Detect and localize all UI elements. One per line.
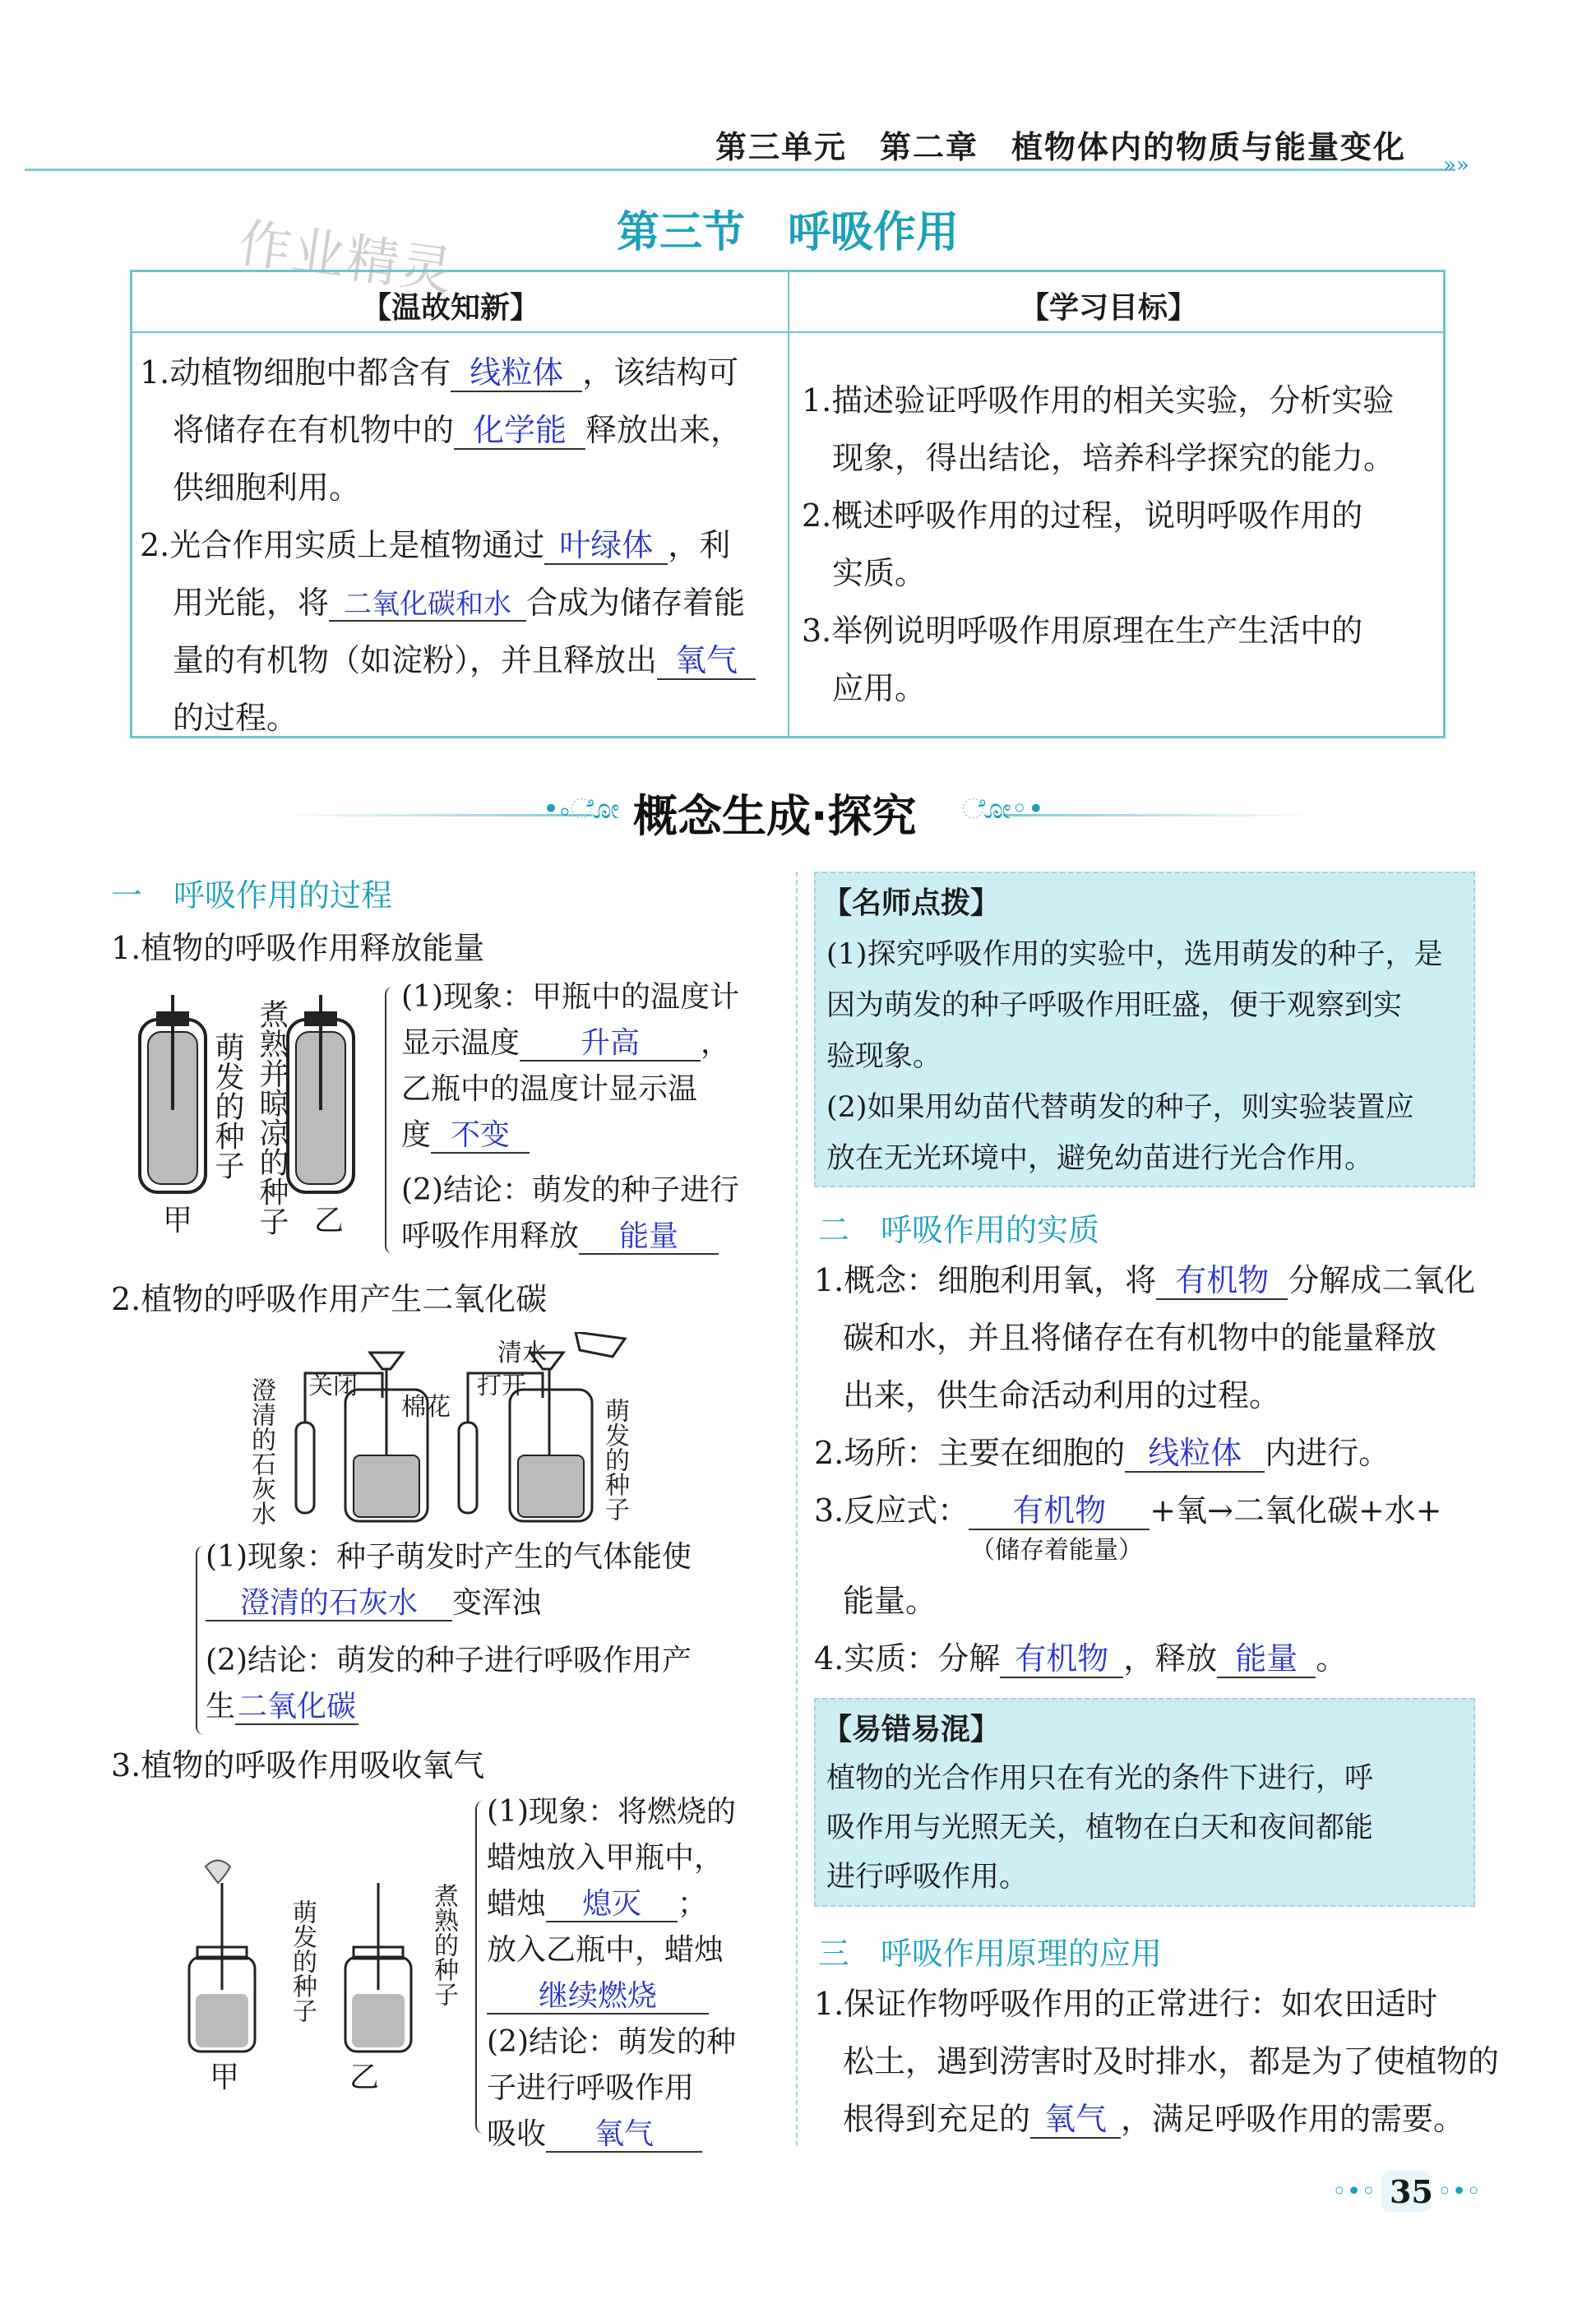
goal-2b: 实质。 [832, 555, 927, 591]
goal-3a: 3.举例说明呼吸作用原理在生产生活中的 [802, 613, 1363, 649]
intro-table-header-rule [130, 331, 1446, 333]
e2-line-3: (2)结论：萌发的种子进行呼吸作用产 [206, 1644, 692, 1677]
answer-blank[interactable]: 澄清的石灰水 [206, 1587, 452, 1621]
s2-line-2: 碳和水，并且将储存在有机物中的能量释放 [843, 1320, 1437, 1356]
answer-blank[interactable]: 不变 [431, 1119, 530, 1154]
answer-blank[interactable]: 有机物 [1000, 1642, 1123, 1678]
goal-3b: 应用。 [832, 670, 927, 706]
answer-blank[interactable]: 线粒体 [451, 356, 582, 392]
e3-label-jia: 甲 [210, 2061, 240, 2094]
warn-line-3: 进行呼吸作用。 [826, 1861, 1029, 1894]
answer-blank[interactable]: 氧气 [546, 2118, 702, 2153]
answer-blank[interactable]: 熄灭 [546, 1888, 678, 1922]
e1-line-2: 显示温度 升高 ， [401, 1026, 731, 1060]
s2-title: 二 呼吸作用的实质 [818, 1212, 1100, 1248]
answer-blank[interactable]: 有机物 [1156, 1264, 1288, 1300]
e3-line-5 [487, 1973, 709, 2019]
banner-ornament-right-icon: ೋ◦• [962, 793, 1044, 826]
s1-title: 一 呼吸作用的过程 [111, 877, 393, 914]
answer-blank[interactable]: 能量 [1217, 1642, 1316, 1678]
answer-blank[interactable]: 继续燃烧 [487, 1980, 709, 2015]
e1-label-jia: 甲 [163, 1204, 193, 1237]
answer-blank[interactable]: 升高 [520, 1027, 701, 1062]
s3-line-3: 根得到充足的 氧气 ，满足呼吸作用的需要。 [843, 2101, 1465, 2137]
review-line-1: 1.动植物细胞中都含有 线粒体 ，该结构可 [140, 354, 739, 391]
review-line-5: 用光能，将 二氧化碳和水 合成为储存着能 [173, 585, 746, 621]
header-arrows-icon: »» [1443, 153, 1469, 178]
answer-blank[interactable]: 二氧化碳 [235, 1691, 359, 1725]
e1-line-6: 呼吸作用释放 能量 [401, 1214, 719, 1260]
e1-brace [385, 987, 396, 1254]
column-divider [796, 872, 798, 2146]
page-number-ornament-icon: ◦•◦ [1332, 2177, 1376, 2206]
e2-line-2: 澄清的石灰水 变浑浊 [206, 1580, 541, 1626]
answer-blank[interactable]: 能量 [579, 1220, 719, 1255]
e2-label-open: 打开 [477, 1372, 526, 1400]
banner-title: 概念生成·探究 [633, 790, 917, 842]
e2-title: 2.植物的呼吸作用产生二氧化碳 [111, 1281, 548, 1317]
section-title: 第三节 呼吸作用 [617, 208, 960, 257]
e1-label-yi: 乙 [314, 1204, 345, 1237]
e1-label-boiled: 煮熟并晾凉的种子 [255, 999, 289, 1236]
answer-blank[interactable]: 氧气 [657, 644, 756, 680]
e3-line-3: 蜡烛 熄灭 ； [487, 1887, 708, 1921]
e1-line-5: (2)结论：萌发的种子进行 [401, 1173, 739, 1207]
e3-label-yi: 乙 [349, 2061, 380, 2094]
e3-line-8: 吸收 氧气 [487, 2112, 702, 2158]
tip-line-4: (2)如果用幼苗代替萌发的种子，则实验装置应 [826, 1091, 1414, 1124]
goal-2a: 2.概述呼吸作用的过程，说明呼吸作用的 [802, 497, 1363, 534]
e2-label-close: 关闭 [308, 1372, 358, 1400]
s2-line-5: 3.反应式： 有机物 +氧→二氧化碳+水+ [814, 1492, 1442, 1529]
warn-line-2: 吸作用与光照无关，植物在白天和夜间都能 [826, 1811, 1374, 1844]
e3-label-boiled: 煮熟的种子 [429, 1883, 458, 2006]
banner-ornament-left-icon: •◦ೋ [543, 793, 620, 826]
e1-line-1: (1)现象：甲瓶中的温度计 [401, 980, 739, 1014]
e3-line-1: (1)现象：将燃烧的 [487, 1795, 736, 1829]
e2-line-4: 生二氧化碳 [206, 1684, 359, 1730]
s2-reaction-note: （储存着能量） [970, 1536, 1143, 1565]
chapter-header: 第三单元 第二章 植物体内的物质与能量变化 [715, 129, 1407, 165]
answer-blank[interactable]: 叶绿体 [544, 529, 668, 565]
e2-label-cotton: 棉花 [401, 1393, 451, 1422]
s3-line-2: 松土，遇到涝害时及时排水，都是为了使植物的 [843, 2043, 1500, 2079]
tip-line-1: (1)探究呼吸作用的实验中，选用萌发的种子，是 [826, 938, 1443, 971]
e2-label-water: 清水 [497, 1339, 547, 1367]
tip-line-5: 放在无光环境中，避免幼苗进行光合作用。 [826, 1142, 1374, 1175]
warn-heading: 【易错易混】 [822, 1713, 1001, 1746]
watermark: 作业精灵 [234, 212, 459, 303]
e3-label-germinating: 萌发的种子 [288, 1899, 317, 2023]
e2-line-1: (1)现象：种子萌发时产生的气体能使 [206, 1540, 692, 1574]
review-line-4: 2.光合作用实质上是植物通过 叶绿体 ，利 [140, 527, 731, 563]
s2-line-1: 1.概念：细胞利用氧，将 有机物 分解成二氧化 [814, 1262, 1476, 1298]
page-number-ornament-right-icon: ◦•◦ [1437, 2177, 1482, 2206]
e3-line-6: (2)结论：萌发的种 [487, 2025, 736, 2059]
page-number: 35 [1390, 2173, 1433, 2210]
warn-line-1: 植物的光合作用只在有光的条件下进行，呼 [826, 1762, 1374, 1795]
e3-brace [475, 1801, 487, 2134]
e3-line-4: 放入乙瓶中，蜡烛 [487, 1933, 724, 1967]
e1-label-germinating: 萌发的种子 [210, 1032, 244, 1180]
s2-line-7: 4.实质：分解 有机物 ，释放 能量 。 [814, 1640, 1348, 1677]
e3-line-7: 子进行呼吸作用 [487, 2071, 695, 2105]
answer-blank[interactable]: 化学能 [454, 414, 585, 450]
review-line-6: 量的有机物（如淀粉），并且释放出 氧气 [173, 631, 756, 689]
goal-1a: 1.描述验证呼吸作用的相关实验，分析实验 [802, 382, 1395, 419]
goal-1b: 现象，得出结论，培养科学探究的能力。 [832, 440, 1395, 476]
e2-label-seed: 萌发的种子 [600, 1398, 629, 1521]
review-line-7: 的过程。 [173, 700, 298, 736]
review-line-2: 将储存在有机物中的 化学能 释放出来， [173, 412, 742, 448]
s2-line-3: 出来，供生命活动利用的过程。 [843, 1377, 1281, 1413]
e1-title: 1.植物的呼吸作用释放能量 [111, 930, 485, 966]
thermos-jia [140, 995, 206, 1192]
goals-heading: 【学习目标】 [1020, 291, 1198, 325]
intro-table-divider [788, 270, 789, 738]
review-heading: 【温故知新】 [362, 291, 540, 325]
lime-water-diagram [247, 1332, 641, 1529]
s3-line-1: 1.保证作物呼吸作用的正常进行：如农田适时 [814, 1986, 1438, 2022]
thermos-yi [288, 995, 354, 1192]
banner-rule-right [1003, 814, 1316, 816]
s2-line-6: 能量。 [843, 1583, 937, 1619]
answer-blank[interactable]: 二氧化碳和水 [329, 590, 526, 622]
s3-title: 三 呼吸作用原理的应用 [818, 1936, 1163, 1972]
tip-heading: 【名师点拨】 [822, 886, 1001, 920]
tip-line-3: 验现象。 [826, 1040, 942, 1073]
review-line-3: 供细胞利用。 [173, 470, 361, 506]
answer-blank[interactable]: 线粒体 [1125, 1436, 1265, 1473]
e1-line-3: 乙瓶中的温度计显示温 [401, 1072, 698, 1106]
e2-label-lime: 澄清的石灰水 [247, 1377, 275, 1525]
e1-line-4: 度 不变 [401, 1113, 530, 1159]
header-rule [25, 169, 1455, 171]
answer-blank[interactable]: 氧气 [1030, 2103, 1121, 2139]
s2-line-4: 2.场所：主要在细胞的 线粒体 内进行。 [814, 1435, 1390, 1471]
tip-line-2: 因为萌发的种子呼吸作用旺盛，便于观察到实 [826, 989, 1403, 1022]
e3-line-2: 蜡烛放入甲瓶中， [487, 1841, 724, 1875]
answer-blank[interactable]: 有机物 [969, 1494, 1150, 1530]
e3-title: 3.植物的呼吸作用吸收氧气 [111, 1747, 485, 1783]
